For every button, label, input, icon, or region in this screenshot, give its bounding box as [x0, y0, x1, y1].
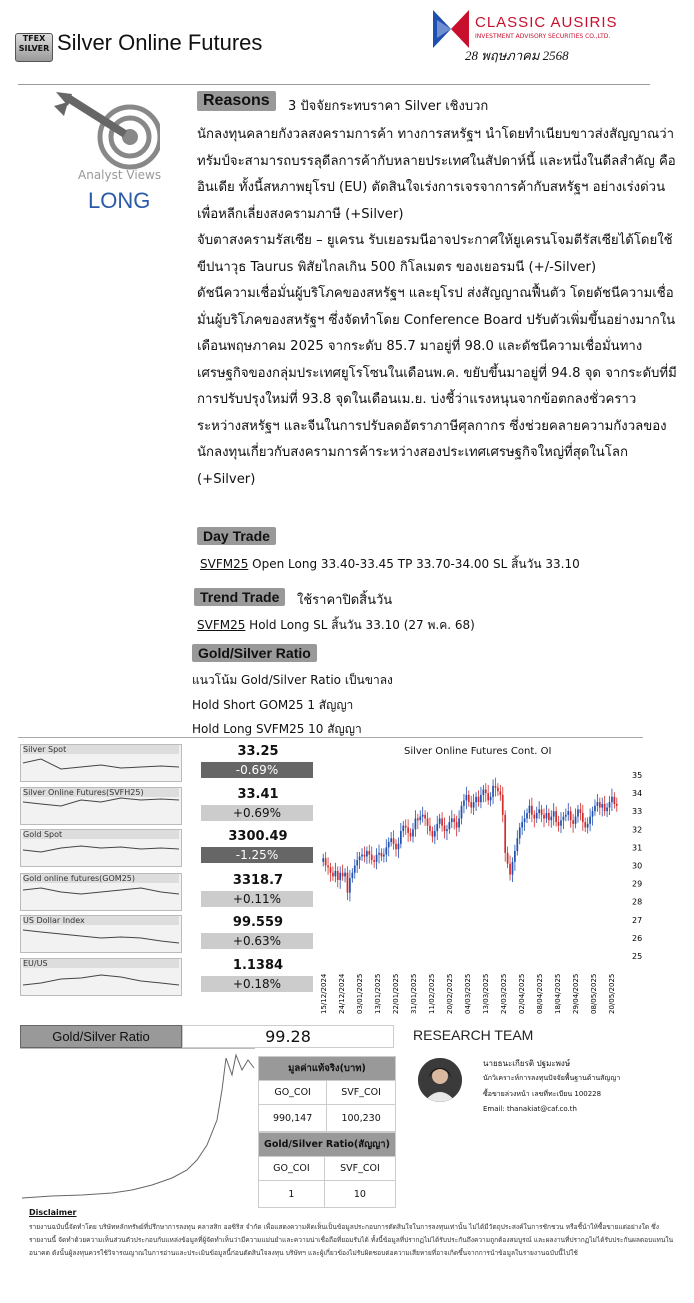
candle-body: [351, 873, 353, 878]
day-trade-tag: Day Trade: [197, 527, 276, 545]
candle-body: [533, 815, 535, 819]
candle-body: [601, 804, 603, 808]
candle-body: [597, 802, 599, 806]
candle-body: [560, 820, 562, 825]
ratio-contracts-table: [258, 1132, 396, 1208]
quote-row: [20, 958, 294, 994]
candle-body: [466, 795, 468, 800]
quote-row: [20, 787, 294, 823]
quote-sparkline: [20, 829, 182, 867]
quote-sparkline: [20, 873, 182, 911]
x-tick-label: 03/01/2025: [356, 973, 364, 1014]
candle-body: [470, 802, 472, 807]
quote-value: 3300.49: [228, 829, 288, 844]
analyst-view-value: LONG: [88, 188, 151, 213]
table-cell: 990,147: [259, 1105, 327, 1132]
candle-body: [473, 802, 475, 807]
x-tick-label: 24/12/2024: [338, 973, 346, 1014]
candle-body: [572, 820, 574, 824]
candle-body: [441, 818, 443, 825]
candle-body: [589, 817, 591, 824]
table-cell: 10: [324, 1181, 395, 1208]
candle-body: [616, 804, 618, 806]
quote-row: [20, 829, 294, 865]
quote-name: Gold online futures(GOM25): [23, 874, 179, 883]
candle-body: [402, 826, 404, 831]
candle-body: [584, 822, 586, 827]
fair-value-title: มูลค่าแท้จริง(บาท): [259, 1057, 396, 1081]
x-tick-label: 13/03/2025: [482, 973, 490, 1014]
quote-change: +0.69%: [201, 805, 313, 821]
candle-body: [519, 827, 521, 838]
quote-row: [20, 744, 294, 780]
candle-body: [453, 818, 455, 822]
candle-body: [512, 862, 514, 875]
quote-sparkline: [20, 787, 182, 825]
candle-body: [371, 855, 373, 860]
candle-body: [521, 822, 523, 827]
candle-body: [361, 855, 363, 857]
x-tick-label: 08/04/2025: [536, 973, 544, 1014]
candle-body: [577, 809, 579, 816]
candle-body: [344, 873, 346, 877]
candle-body: [526, 813, 528, 818]
candle-body: [432, 831, 434, 836]
y-tick-label: 34: [632, 789, 643, 799]
trend-trade-symbol: SVFM25: [197, 618, 246, 632]
quote-sparkline: [20, 958, 182, 996]
y-tick-label: 35: [632, 771, 643, 780]
analyst-views-label: Analyst Views: [78, 168, 162, 182]
candle-body: [339, 873, 341, 880]
classic-ausiris-logo-icon: [433, 10, 469, 48]
gold-silver-ratio-label: Gold/Silver Ratio: [20, 1025, 182, 1048]
x-tick-label: 22/01/2025: [392, 973, 400, 1014]
candle-body: [334, 871, 336, 876]
candle-body: [553, 811, 555, 816]
analyst-name: นายธนะเกียรติ ปฐมะพงษ์: [483, 1059, 571, 1068]
tfex-logo: TFEX SILVER: [15, 33, 53, 62]
candle-body: [531, 806, 533, 815]
candle-body: [538, 809, 540, 813]
table-cell: 100,230: [327, 1105, 396, 1132]
brand-subtitle: INVESTMENT ADVISORY SECURITIES CO.,LTD.: [475, 33, 611, 40]
candle-body: [580, 809, 582, 813]
reason-paragraph: ดัชนีความเชื่อมั่นผู้บริโภคของสหรัฐฯ และยุโรป ส่งสัญญาณฟื้นตัว โดยดัชนีความเชื่อมั่นผู้บริโภคของสหรัฐฯ ซึ่งจัดทำโดย Conference Board ปรับตัวเพิ่มขึ้นอย่างมากในเดือนพฤษภาคม 2025 จากระดับ 85.7 มาอยู่ที่ 98.0 และดัชนีความเชื่อมั่นทางเศรษฐกิจของกลุ่มประเทศยูโรโซนในเดือนพ.ค. ขยับขึ้นมาอยู่ที่ 94.8 จุด จากระดับที่มีการปรับปรุงใหม่ที่ 93.8 จุดในเดือนเม.ย. บ่งชี้ว่าแรงหนุนจากข้อตกลงชั่วคราวระหว่างสหรัฐฯ และจีนในการปรับลดอัตราภาษีศุลกากร ซึ่งช่วยคลายความกังวลของนักลงทุนเกี่ยวกับสงครามการค้าระหว่างสองประเทศเศรษฐกิจใหญ่ที่สุดในโลก (+Silver): [197, 286, 677, 487]
candle-body: [347, 873, 349, 893]
candle-body: [424, 815, 426, 819]
candle-body: [599, 802, 601, 807]
silver-futures-chart: [300, 760, 660, 1022]
candle-body: [395, 844, 397, 849]
quote-value: 33.25: [237, 744, 279, 759]
candle-body: [400, 831, 402, 844]
candle-body: [349, 878, 351, 892]
candle-body: [456, 822, 458, 827]
candle-body: [485, 789, 487, 793]
quote-row: [20, 873, 294, 909]
candle-body: [354, 866, 356, 873]
analyst-license: ซื้อขายล่วงหน้า เลขที่ทะเบียน 100228: [483, 1090, 602, 1098]
y-tick-label: 25: [632, 952, 643, 961]
candle-body: [383, 855, 385, 857]
y-tick-label: 28: [632, 897, 643, 907]
report-date: 28 พฤษภาคม 2568: [465, 48, 569, 63]
candle-body: [356, 860, 358, 865]
candle-body: [509, 864, 511, 875]
candle-body: [398, 844, 400, 849]
candle-body: [427, 818, 429, 825]
y-tick-label: 26: [632, 933, 643, 943]
candle-body: [582, 813, 584, 822]
x-tick-label: 04/03/2025: [464, 973, 472, 1014]
analyst-email[interactable]: Email: thanakiat@caf.co.th: [483, 1105, 577, 1113]
y-tick-label: 33: [632, 807, 643, 817]
candle-body: [439, 818, 441, 823]
candle-body: [480, 795, 482, 802]
x-tick-label: 08/05/2025: [590, 973, 598, 1014]
candle-body: [388, 842, 390, 847]
candle-body: [446, 829, 448, 831]
candle-body: [419, 817, 421, 821]
quote-sparkline: [20, 915, 182, 953]
ratio-line: Hold Short GOM25 1 สัญญา: [192, 698, 354, 712]
candle-body: [390, 838, 392, 842]
candle-body: [325, 858, 327, 865]
candle-body: [497, 788, 499, 792]
candle-body: [507, 853, 509, 864]
candle-body: [529, 806, 531, 813]
table-header: GO_COI: [259, 1157, 325, 1181]
y-tick-label: 27: [632, 915, 643, 925]
disclaimer-body: รายงานฉบับนี้จัดทำโดย บริษัทหลักทรัพย์ที่ปรึกษาการลงทุน คลาสสิก ออซิริส จำกัด เพื่อแสดงความคิดเห็นเป็นข้อมูลประกอบการตัดสินใจในการลงทุนเท่านั้น ไม่ได้มีวัตถุประสงค์ในการชักชวน หรือชี้นำให้ซื้อขายแต่อย่างใด ซึ่งรายงานนี้ จัดทำด้วยความเห็นส่วนตัวประกอบกับแหล่งข้อมูลที่ผู้จัดทำเห็นว่ามีความแม่นยำและความน่าเชื่อถือที่ยอมรับได้ ทั้งนี้ข้อมูลที่ปรากฏไม่ได้รับประกันถึงความถูกต้องสมบูรณ์ และผลงานที่ปรากฏไม่ได้รับประกันผลตอบแทนในอนาคต ดังนั้นผู้ลงทุนควรใช้วิจารณญาณในการอ่านและประเมินข้อมูลนี้ก่อนตัดสินใจลงทุน บริษัทฯ และผู้เกี่ยวข้องไม่รับผิดชอบต่อความเสียหายที่อาจเกิดขึ้นจากการนำข้อมูลในรายงานฉบับนี้ไปใช้: [29, 1223, 674, 1257]
fair-value-table: [258, 1056, 396, 1132]
trend-trade-tag: Trend Trade: [194, 588, 285, 606]
candle-body: [594, 806, 596, 811]
gold-silver-ratio-sparkline: [22, 1050, 258, 1200]
candle-body: [451, 818, 453, 822]
candle-body: [499, 791, 501, 795]
y-tick-label: 29: [632, 879, 643, 889]
candle-body: [482, 789, 484, 794]
candle-body: [422, 815, 424, 817]
candle-body: [478, 797, 480, 802]
candle-body: [514, 851, 516, 862]
x-tick-label: 20/05/2025: [608, 973, 616, 1014]
quote-name: Silver Online Futures(SVFH25): [23, 788, 179, 797]
candle-body: [417, 818, 419, 820]
candle-body: [611, 797, 613, 802]
candle-body: [364, 855, 366, 857]
x-tick-label: 18/04/2025: [554, 973, 562, 1014]
candle-body: [444, 826, 446, 831]
ratio-contracts-title: Gold/Silver Ratio(สัญญา): [259, 1133, 396, 1157]
x-tick-label: 29/04/2025: [572, 973, 580, 1014]
candle-body: [516, 838, 518, 851]
y-tick-label: 31: [632, 843, 643, 853]
candle-body: [434, 831, 436, 836]
candle-body: [322, 858, 324, 862]
reason-paragraph: จับตาสงครามรัสเซีย – ยูเครน รับเยอรมนีอาจประกาศให้ยูเครนโจมตีรัสเซียได้โดยใช้ขีปนาวุธ Taurus พิสัยไกลเกิน 500 กิโลเมตร ของเยอรมนี (+/-Silver): [197, 233, 673, 275]
quote-change: +0.63%: [201, 933, 313, 949]
candle-body: [407, 827, 409, 832]
reasons-body: [197, 122, 677, 493]
candle-body: [366, 851, 368, 856]
ratio-line: Hold Long SVFM25 10 สัญญา: [192, 722, 362, 736]
candle-body: [502, 795, 504, 815]
analyst-avatar: [418, 1058, 462, 1102]
y-tick-label: 32: [632, 825, 643, 835]
quote-value: 99.559: [232, 915, 284, 930]
quote-row: [20, 915, 294, 951]
candle-body: [587, 824, 589, 828]
candle-body: [381, 853, 383, 857]
candle-body: [475, 797, 477, 802]
candle-body: [606, 808, 608, 812]
quote-value: 1.1384: [232, 958, 284, 973]
page-title: Silver Online Futures: [57, 30, 263, 55]
candle-body: [592, 811, 594, 816]
candle-body: [614, 797, 616, 804]
ratio-line: [22, 1055, 254, 1198]
candle-body: [412, 829, 414, 836]
candle-body: [570, 811, 572, 820]
candle-body: [342, 873, 344, 877]
candle-body: [393, 838, 395, 843]
x-tick-label: 11/02/2025: [428, 973, 436, 1014]
table-cell: 1: [259, 1181, 325, 1208]
candle-body: [405, 826, 407, 828]
chart-title: Silver Online Futures Cont. OI: [404, 746, 552, 757]
candle-body: [565, 815, 567, 817]
reason-paragraph: นักลงทุนคลายกังวลสงครามการค้า ทางการสหรัฐฯ นำโดยทำเนียบขาวส่งสัญญาณว่า ทรัมป์จะสามารถบรรลุดีลการค้ากับหลายประเทศในสัปดาห์นี้ และหนึ่งในดีลสำคัญ คือ อินเดีย ทั้งนี้สหภาพยุโรป (EU) ตัดสินใจเร่งการเจรจาการค้ากับสหรัฐฯ อย่างเร่งด่วนเพื่อหลีกเลี่ยงสงครามภาษี (+Silver): [197, 127, 676, 222]
candle-body: [378, 853, 380, 855]
reasons-subtitle: 3 ปัจจัยกระทบราคา Silver เชิงบวก: [288, 99, 489, 114]
x-tick-label: 02/04/2025: [518, 973, 526, 1014]
candle-body: [410, 833, 412, 837]
quote-name: EU/US: [23, 959, 179, 968]
candle-body: [609, 802, 611, 807]
candle-body: [463, 800, 465, 805]
candle-body: [548, 813, 550, 820]
candle-body: [368, 851, 370, 855]
gold-silver-ratio-tag: Gold/Silver Ratio: [192, 644, 317, 662]
candle-body: [490, 797, 492, 801]
candle-body: [468, 795, 470, 802]
quote-change: +0.18%: [201, 976, 313, 992]
candle-body: [492, 786, 494, 797]
candle-body: [504, 815, 506, 853]
quote-sparkline: [20, 744, 182, 782]
candle-body: [543, 815, 545, 819]
candle-body: [567, 811, 569, 815]
candle-body: [337, 871, 339, 880]
candle-body: [429, 826, 431, 831]
disclaimer-title: Disclaimer: [29, 1208, 77, 1217]
candle-body: [536, 813, 538, 818]
candle-body: [558, 822, 560, 826]
candle-body: [563, 817, 565, 821]
candle-body: [541, 809, 543, 814]
x-tick-label: 13/01/2025: [374, 973, 382, 1014]
candle-body: [495, 786, 497, 788]
gold-silver-ratio-value: 99.28: [182, 1025, 394, 1048]
quote-name: Gold Spot: [23, 830, 179, 839]
candle-body: [376, 855, 378, 862]
candle-body: [461, 806, 463, 819]
candle-body: [327, 866, 329, 868]
header-divider: [18, 84, 650, 85]
candle-body: [487, 793, 489, 800]
quote-value: 33.41: [237, 787, 279, 802]
quote-name: Silver Spot: [23, 745, 179, 754]
x-tick-label: 15/12/2024: [320, 973, 328, 1014]
x-tick-label: 24/03/2025: [500, 973, 508, 1014]
trend-trade-text: Hold Long SL สิ้นวัน 33.10 (27 พ.ค. 68): [245, 618, 475, 632]
reasons-tag: Reasons: [197, 91, 276, 111]
day-trade-line: [200, 555, 580, 574]
quote-change: +0.11%: [201, 891, 313, 907]
trend-trade-note: ใช้ราคาปิดสิ้นวัน: [297, 593, 393, 608]
candle-body: [436, 824, 438, 831]
candle-body: [604, 804, 606, 811]
person-icon: [418, 1058, 462, 1102]
quote-change: -1.25%: [201, 847, 313, 863]
candle-body: [330, 867, 332, 872]
section-divider: [18, 737, 643, 738]
ratio-divider: [20, 1048, 255, 1049]
candle-body: [332, 873, 334, 877]
y-tick-label: 30: [632, 861, 643, 871]
trend-trade-line: [197, 616, 475, 635]
candle-body: [555, 811, 557, 822]
table-header: SVF_COI: [324, 1157, 395, 1181]
quote-name: US Dollar Index: [23, 916, 179, 925]
table-header: SVF_COI: [327, 1081, 396, 1105]
day-trade-text: Open Long 33.40-33.45 TP 33.70-34.00 SL สิ้นวัน 33.10: [248, 557, 580, 571]
ratio-line: แนวโน้ม Gold/Silver Ratio เป็นขาลง: [192, 673, 393, 687]
brand-name: CLASSIC AUSIRIS: [475, 14, 618, 31]
candle-body: [385, 847, 387, 854]
day-trade-symbol: SVFM25: [200, 557, 249, 571]
candle-body: [550, 817, 552, 821]
candle-body: [373, 860, 375, 862]
candle-body: [359, 856, 361, 860]
candle-body: [546, 813, 548, 818]
analyst-position: นักวิเคราะห์การลงทุนปัจจัยพื้นฐานด้านสัญญา: [483, 1074, 621, 1082]
research-team-title: RESEARCH TEAM: [413, 1027, 534, 1043]
table-header: GO_COI: [259, 1081, 327, 1105]
quote-value: 3318.7: [232, 873, 284, 888]
candle-body: [575, 817, 577, 824]
candle-body: [415, 818, 417, 829]
quote-change: -0.69%: [201, 762, 313, 778]
candle-body: [449, 822, 451, 829]
candle-body: [524, 818, 526, 822]
candle-body: [458, 818, 460, 827]
x-tick-label: 20/02/2025: [446, 973, 454, 1014]
target-arrow-icon: [50, 92, 160, 172]
x-tick-label: 31/01/2025: [410, 973, 418, 1014]
